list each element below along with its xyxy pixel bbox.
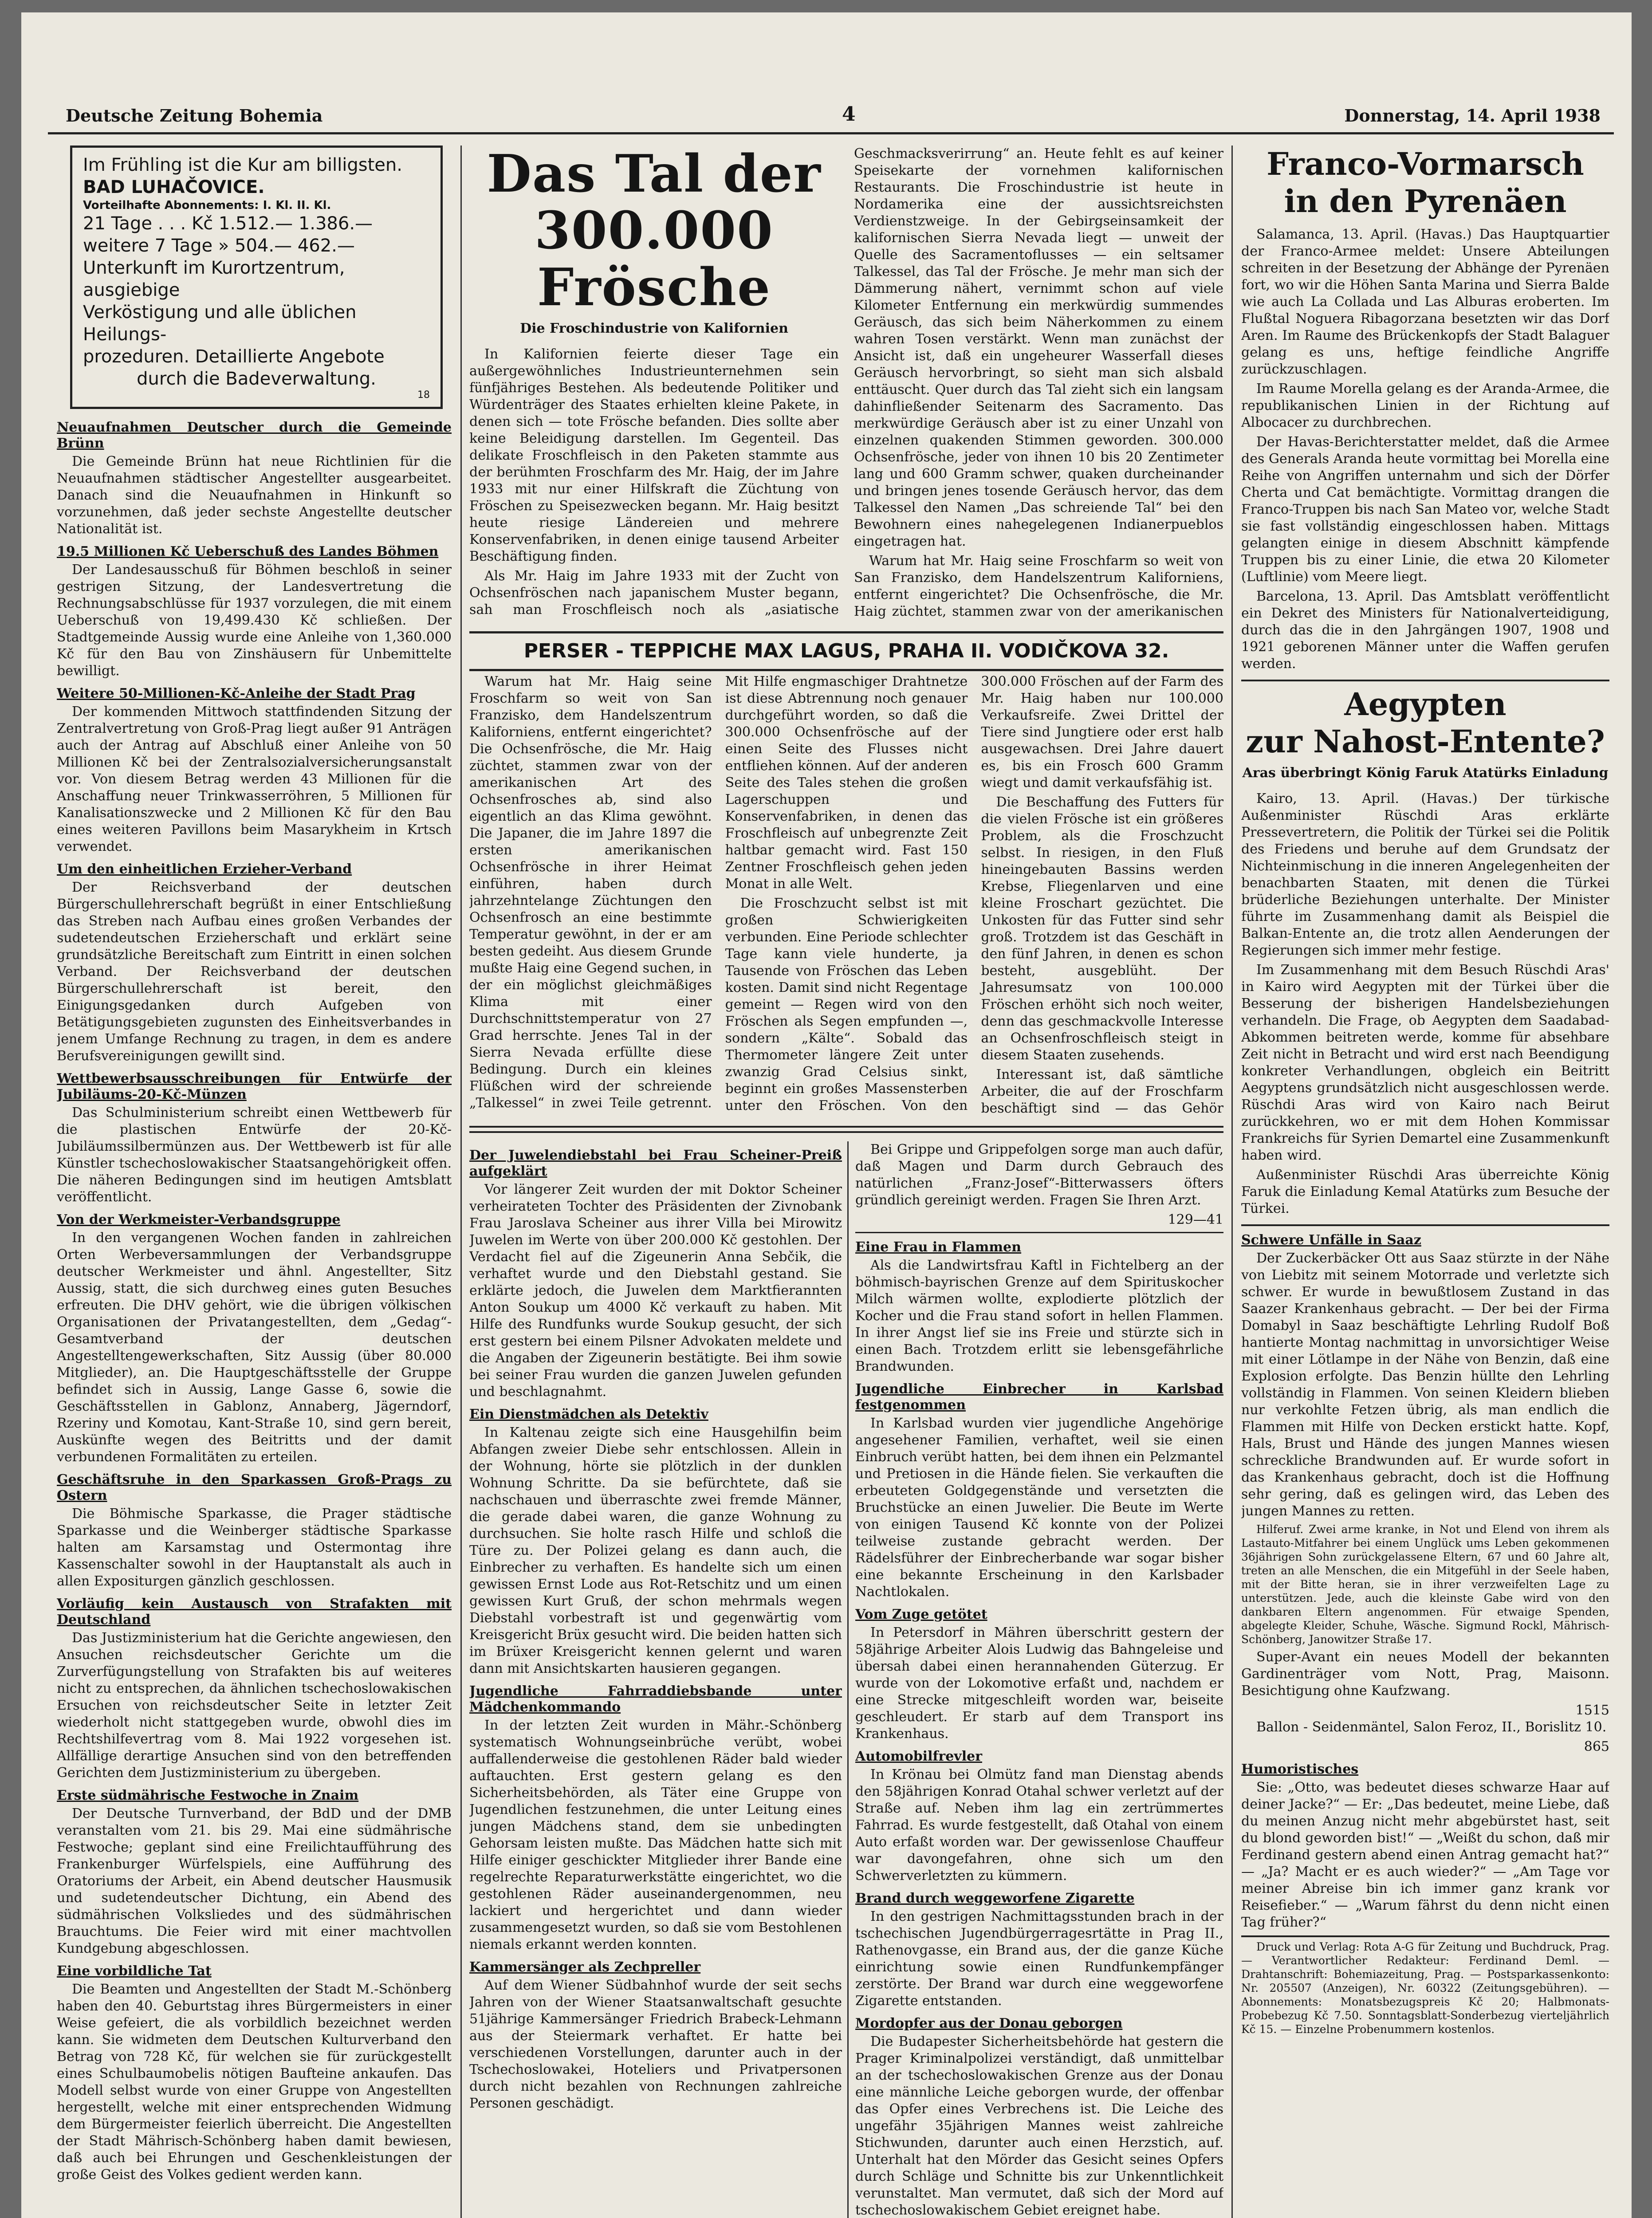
egypt-headline-2: zur Nahost-Entente? (1246, 723, 1605, 760)
col1-item (57, 686, 452, 855)
spa-ad-line: durch die Badeverwaltung. (137, 369, 376, 389)
spa-ad-line: prozeduren. Detaillierte Angebote (83, 346, 385, 367)
franco-headline: Franco-Vormarsch (1267, 146, 1584, 182)
news-body: Vor längerer Zeit wurden der mit Doktor Scheiner verheirateten Tochter des Präsidenten der Zivnobank Frau Jaroslava Scheiner aus ihrer Villa bei Mirowitz Juwelen im Werte von über 200.000 Kč gestohlen. Der Verdacht fiel auf die Zigeunerin Anna Sebčik, die verhaftet wurde und den Diebstahl gestand. Sie erklärte jedoch, die Juwelen dem Marktfierannten Anton Soukup um 4000 Kč verkauft zu haben. Mit Hilfe des Rundfunks wurde Soukup gesucht, der sich erst gestern bei einem Pilsner Advokaten meldete und die Angaben der Zigeunerin bestätigte. Bei ihm sowie bei seiner Frau wurden die ganzen Juwelen gefunden und beschlagnahmt. (469, 1182, 842, 1400)
frog-headline-2: Frösche (537, 257, 771, 318)
news-item (855, 1749, 1223, 1884)
col1-item-title: Neuaufnahmen Deutscher durch die Gemeinde Brünn (57, 420, 452, 451)
col1-item (57, 1788, 452, 1957)
news-title: Automobilfrevler (855, 1749, 982, 1764)
col1-item (57, 1963, 452, 2183)
egypt-headline: Aegypten (1344, 686, 1506, 723)
column-rule (847, 1141, 849, 2218)
news-body: In Petersdorf in Mähren überschritt gestern der 58jährige Arbeiter Alois Ludwig das Bahngeleise und übersah dabei einen herannahenden Güterzug. Er wurde von der Lokomotive erfaßt und, nachdem er eine Strecke mitgeschleift worden war, beiseite geschleudert. Er starb auf dem Transport ins Krankenhaus. (855, 1625, 1223, 1742)
divider (1241, 680, 1609, 681)
news-body: In Krönau bei Olmütz fand man Dienstag abends den 58jährigen Konrad Otahal schwer verletzt auf der Straße auf. Neben ihm lag ein zertrümmertes Fahrrad. Es wurde festgestellt, daß Otahal von einem Auto erfaßt worden war. Der gewissenlose Chauffeur war davongefahren, ohne sich um den Schwerverletzten zu kümmern. (855, 1767, 1223, 1884)
spa-advertisement (70, 146, 443, 409)
accidents-body: Der Zuckerbäcker Ott aus Saaz stürzte in der Nähe von Liebitz mit seinem Motorrade und verletzte sich schwer. Er wurde in bewußtlosem Zustand in das Saazer Krankenhaus gebracht. — Der bei der Firma Domabyl in Saaz beschäftigte Lehrling Rudolf Boß hantierte Montag nachmittag in unvorsichtiger Weise mit einer Lötlampe in der Nähe von Benzin, daß eine Explosion erfolgte. Das Benzin hüllte den Lehrling vollständig in Flammen. Von seinen Kleidern blieben nur verkohlte Fetzen übrig, als man endlich die Flammen mit Hilfe von Decken erstickt hatte. Kopf, Hals, Brust und Hände des jungen Mannes wiesen schreckliche Brandwunden auf. Er wurde sofort in das Krankenhaus gebracht, doch ist die Hoffnung sehr gering, daß es gelingen wird, das Leben des jungen Mannes zu retten. (1241, 1251, 1609, 1519)
frog-paragraph: Die Beschaffung des Futters für die vielen Frösche ist ein größeres Problem, als die Froschzucht selbst. In riesigen, in den Fluß hineingebauten Bassins werden Krebse, Fliegenlarven und eine kleine Froschart gezüchtet. Die Unkosten für das Futter sind sehr groß. Trotzdem ist das Geschäft in den fünf Jahren, in denen es schon besteht, ausgeblüht. Der Jahresumsatz von 100.000 Fröschen erhöht sich noch weiter, denn das geschmackvolle Interesse an Ochsenfroschfleisch steigt in diesem Staaten zusehends. (981, 794, 1223, 1063)
news-title: Jugendliche Einbrecher in Karlsbad festgenommen (855, 1381, 1223, 1413)
ad-ballon-code: 865 (1584, 1739, 1609, 1754)
news-title: Kammersänger als Zechpreller (469, 1959, 701, 1975)
frog-headline: Das Tal der 300.000 (487, 146, 822, 261)
column-3-news (855, 1141, 1223, 2218)
frog-paragraph: Interessant ist, daß sämtliche Arbeiter, die auf der Froschfarm beschäftigt sind — das Gehör (981, 1067, 1223, 1116)
column-rule (460, 146, 462, 2218)
col1-item (57, 420, 452, 538)
column-2-news (469, 1141, 842, 2218)
humor-title: Humoristisches (1241, 1762, 1359, 1777)
col1-item-body: Die Beamten und Angestellten der Stadt M.-Schönberg haben den 40. Geburtstag ihres Bürgermeisters in einer Weise gefeiert, die als vorbildlich bezeichnet werden kann. Sie widmeten dem Deutschen Kulturverband den Betrag von 728 Kč, für welchen sie für zurückgestellt eines Schulbaumobelis nötigen Baufteine ankaufen. Das Modell selbst wurde von einer Gruppe von Angestellten hergestellt, welche mit einer entsprechenden Widmung dem Bürgermeister feierlich überreicht. Die Angestellten der Stadt Mährisch-Schönberg haben damit bewiesen, daß auch bei Ehrungen und Geschenkleistungen der große Geist des Volkes gedient werden kann. (57, 1982, 452, 2183)
news-body: In den gestrigen Nachmittagsstunden brach in der tschechischen Jugendbürgerragesrtätte in Prag II., Rathenovgasse, ein Brand aus, der die ganze Küche einrichtung sowie einen Rundfunkempfänger zerstörte. Der Brand war durch eine weggeworfene Zigarette entstanden. (855, 1909, 1223, 2009)
col1-item-body: Das Justizministerium hat die Gerichte angewiesen, den Ansuchen reichsdeutscher Gerichte um die Zurverfügungstellung von Strafakten bis auf weiteres nicht zu entsprechen, da ähnlichen tschechoslowakischen Ersuchen von reichsdeutscher Seite in letzter Zeit wiederholt nicht stattgegeben wurde, obwohl dies im Rechtshilfevertrag vom 8. Mai 1922 vorgesehen ist. Allfällige derartige Ansuchen sind von den betreffenden Gerichten dem Justizministerium zu übergeben. (57, 1630, 452, 1781)
humor-body: Sie: „Otto, was bedeutet dieses schwarze Haar auf deiner Jacke?“ — Er: „Das bedeutet, meine Liebe, daß du meinen Anzug nicht mehr abgebürstet hast, seit du blond geworden bist!“ — „Weißt du schon, daß mir Ferdinand gestern abend einen Antrag gemacht hat?“ — „Ja? Macht er es auch wieder?“ — „Am Tage vor meiner Abreise bin ich immer ganz krank vor Reisefieber.“ — „Warum fährst du denn nicht einen Tag früher?“ (1241, 1780, 1609, 1930)
col1-item-body: In den vergangenen Wochen fanden in zahlreichen Orten Werbeversammlungen der Verbandsgruppe deutscher Werkmeister und ähnl. Angestellter, Sitz Aussig, statt, die sich durchweg eines guten Besuches erfreuten. Die DHV gehört, wie die übrigen völkischen Organisationen der Privatangestellten, dem „Gedag“-Gesamtverband der deutschen Angestelltengewerkschaften, Sitz Aussig (über 80.000 Mitglieder), an. Die Hauptgeschäftsstelle der Gruppe befindet sich in Aussig, Lange Gasse 6, sowie die Geschäftsstellen in Gablonz, Annaberg, Jägerndorf, Rzeriny und Komotau, Kant-Straße 10, sind gern bereit, Auskünfte wegen des Beitritts und der damit verbundenen Formalitäten zu erteilen. (57, 1230, 452, 1465)
news-body: Die Budapester Sicherheitsbehörde hat gestern die Prager Kriminalpolizei verständigt, daß unmittelbar an der tschechoslowakischen Grenze aus der Donau eine männliche Leiche geborgen wurde, der offenbar das Opfer eines Verbrechens ist. Die Leiche des ungefähr 35jährigen Mannes weist zahlreiche Stichwunden, darunter auch einen Herzstich, auf. Unterhalt hat den Mörder das Gesicht seines Opfers durch Schläge und Schnitte bis zur Unkenntlichkeit verunstaltet. Man vermutet, daß sich der Mord auf tschechoslowakischem Gebiet ereignet habe. (855, 2034, 1223, 2218)
col1-item (57, 1596, 452, 1781)
grippe-notice (855, 1141, 1223, 1233)
spa-ad-name: BAD LUHAČOVICE. (83, 177, 265, 197)
col1-item-title: Eine vorbildliche Tat (57, 1963, 212, 1979)
col1-item-title: Von der Werkmeister-Verbandsgruppe (57, 1212, 341, 1227)
franco-paragraph: Der Havas-Berichterstatter meldet, daß die Armee des Generals Aranda heute vormittag bei Morella eine Reihe von Angriffen unternahm und sich der Dörfer Cherta und Cat bemächtigte. Vormittag drangen die Franco-Truppen bis nach San Mateo vor, welche Stadt sie fast vollständig eingeschlossen haben. Mittags gelangten einige in diesem Abschnitt kämpfende Truppen bis zu einer Linie, die etwa 20 Kilometer (Luftlinie) vom Meere liegt. (1241, 434, 1609, 585)
news-title: Brand durch weggeworfene Zigarette (855, 1891, 1135, 1906)
col1-item-title: Geschäftsruhe in den Sparkassen Groß-Prags zu Ostern (57, 1472, 452, 1503)
news-item (855, 1381, 1223, 1601)
column-rule (1231, 146, 1233, 2218)
news-body: In der letzten Zeit wurden in Mähr.-Schönberg systematisch Wohnungseinbrüche verübt, wobei auffallenderweise die gestohlenen Räder bald wieder auftauchten. Erst gestern gelang es den Sicherheitsbehörden, als Täter eine Gruppe von Jugendlichen festzunehmen, die unter Leitung eines jungen Mädchens stand, dem sie unbedingten Gehorsam leisten mußte. Das Mädchen hatte sich mit Hilfe einiger geschickter Mitglieder ihrer Bande eine regelrechte Reparaturwerkstätte eingerichtet, wo die gestohlenen Räder auseinandergenommen, neu lackiert und hergerichtet und dann wieder zusammengesetzt wurden, so daß sie vom Bestohlenen niemals erkannt werden konnten. (469, 1718, 842, 1952)
news-body: In Karlsbad wurden vier jugendliche Angehörige angesehener Familien, verhaftet, weil sie einen Einbruch verübt hatten, bei dem ihnen ein Pelzmantel und Pretiosen in die Hände fielen. Sie verkauften die erbeuteten Goldgegenstände und versetzten die Bruchstücke an einen Juwelier. Die Beute im Werte von einigen Tausend Kč konnte von der Polizei teilweise zustande gebracht werden. Der Rädelsführer der Einbrecherbande war sogar bisher eine bekannte Erscheinung in den Karlsbader Nachtlokalen. (855, 1416, 1223, 1600)
frog-article (469, 146, 1223, 625)
col1-item-body: Der Deutsche Turnverband, der BdD und der DMB veranstalten vom 21. bis 29. Mai eine südmährische Festwoche; geplant sind eine Freilichtaufführung des Frankenburger Würfelspiels, eine Aufführung des Oratoriums der Arbeit, ein Abend deutscher Hausmusik und sudetendeutscher Dichtung, ein Abend des südmährischen Volksliedes und des südmährischen Brauchtums. Die Feier wird mit einer machtvollen Kundgebung abgeschlossen. (57, 1806, 452, 1956)
col1-item-title: 19.5 Millionen Kč Ueberschuß des Landes Böhmen (57, 544, 439, 559)
egypt-paragraph: Im Zusammenhang mit dem Besuch Rüschdi Aras' in Kairo wird Aegypten mit der Türkei über die Besserung der bisherigen Handelsbeziehungen verhandeln. Die Frage, ob Aegypten dem Saadabad-Abkommen beitreten werde, komme für absehbare Zeit nicht in Betracht und wird erst nach Beendigung konkreter Verhandlungen, obgleich ein Beitritt Aegyptens grundsätzlich nicht ausgeschlossen werde. Rüschdi Aras wird von Kairo nach Beirut zurückkehren, wo er mit dem Hohen Kommissar Frankreichs für Syrien Demartel eine Zusammenkunft haben wird. (1241, 962, 1609, 1163)
egypt-subhead: Aras überbringt König Faruk Atatürks Einladung (1242, 765, 1609, 781)
egypt-paragraph: Kairo, 13. April. (Havas.) Der türkische Außenminister Rüschdi Aras erklärte Pressevertretern, die Politik der Türkei sei die Politik des Friedens und beruhe auf dem Grundsatz der Nichteinmischung in die inneren Angelegenheiten der benachbarten Staaten, mit denen die Türkei brüderliche Beziehungen unterhalte. Der Minister führte im Zusammenhang damit als Beispiel die Balkan-Entente an, die trotz allen Aenderungen der Regierungen sich immer mehr festige. (1241, 791, 1609, 958)
news-body: Auf dem Wiener Südbahnhof wurde der seit sechs Jahren von der Wiener Staatsanwaltschaft gesuchte 51jährige Kammersänger Friedrich Brabeck-Lehmann aus der Steiermark verhaftet. Er hatte bei verschiedenen Vorstellungen, darunter auch in der Tschechoslowakei, Hoteliers und Privatpersonen durch nicht bezahlen von Rechnungen zahlreiche Personen geschädigt. (469, 1978, 842, 2111)
spa-ad-line: Unterkunft im Kurortzentrum, ausgiebige (83, 258, 345, 300)
col1-item-body: Der Reichsverband der deutschen Bürgerschullehrerschaft begrüßt in einer Entschließung das Streben nach Aufbau eines großen Verbandes der sudetendeutschen Erzieherschaft und erklärt seine grundsätzliche Bereitschaft zum Eintritt in einen solchen Verband. Der Reichsverband der deutschen Bürgerschullehrerschaft ist bereit, den Einigungsgedanken durch Aufgeben von Betätigungsgebieten zugunsten des Einheitsverbandes in jenem Umfange Rechnung zu tragen, in dem es andere Berufsvereinigungen gewillt sind. (57, 880, 452, 1064)
col1-item (57, 1212, 452, 1466)
col1-item (57, 1472, 452, 1590)
spa-ad-line: 21 Tage . . . Kč 1.512.— 1.386.— (83, 213, 373, 234)
franco-paragraph: Im Raume Morella gelang es der Aranda-Armee, die republikanischen Linien in der Richtung auf Albocacer zu durchbrechen. (1241, 381, 1609, 430)
ad-super: Super-Avant ein neues Modell der bekannten Gardinenträger vom Nott, Prag, Maisonn. Besichtigung ohne Kaufzwang. (1241, 1649, 1609, 1699)
franco-paragraph: Salamanca, 13. April. (Havas.) Das Hauptquartier der Franco-Armee meldet: Unsere Abteilungen schreiten in der Besetzung der Abhänge der Pyrenäen fort, wo wir die Höhen Santa Marina und Sierra Balde wie auch La Collada und Las Alburas eroberten. Im Flußtal Noguera Ribagorzana besetzten wir das Dorf Aren. Im Raume des Brückenkopfs der Stadt Balaguer gelang es uns, heftige feindliche Angriffe zurückzuschlagen. (1241, 227, 1609, 377)
col1-item-title: Wettbewerbsausschreibungen für Entwürfe der Jubiläums-20-Kč-Münzen (57, 1071, 452, 1102)
col1-item-body: Der kommenden Mittwoch stattfindenden Sitzung der Zentralvertretung von Groß-Prag liegt außer 91 Anträgen auch der Antrag auf Abschluß einer Anleihe von 50 Millionen Kč bei der Zentralsozialversicherungsanstalt vor. Von diesem Betrag werden 43 Millionen für die Anschaffung neuer Trinkwasserröhren, 5 Millionen für Kanalisationszwecke und 2 Millionen Kč für den Bau eines weiteren Pavillons beim Masarykheim in Krtsch verwendet. (57, 704, 452, 854)
frog-paragraph: Warum hat Mr. Haig seine Froschfarm so weit von San Franzisko, dem Handelszentrum Kaliforniens, entfernt eingerichtet? Die Ochsenfrösche, die Mr. Haig züchtet, stammen zwar von der amerikanischen (854, 553, 1223, 619)
news-title: Der Juwelendiebstahl bei Frau Scheiner-Preiß aufgeklärt (469, 1148, 842, 1179)
news-body: Als die Landwirtsfrau Kaftl in Fichtelberg an der böhmisch-bayrischen Grenze auf dem Spirituskocher Milch wärmen wollte, explodierte plötzlich der Kocher und die Frau stand sofort in hellen Flammen. In ihrer Angst lief sie ins Freie und stürzte sich in einen Bach. Trotzdem erlitt sie lebensgefährliche Brandwunden. (855, 1258, 1223, 1374)
section-rule (469, 1126, 1223, 1128)
news-title: Eine Frau in Flammen (855, 1239, 1022, 1255)
spa-ad-line: Im Frühling ist die Kur am billigsten. (83, 155, 402, 175)
col1-item-body: Die Böhmische Sparkasse, die Prager städtische Sparkasse und die Weinberger städtische Sparkasse halten am Karsamstag und Ostermontag ihre Kassenschalter sowohl in der Hauptanstalt als auch in allen Expositurgen gänzlich geschlossen. (57, 1506, 452, 1589)
col1-item (57, 1071, 452, 1206)
frog-paragraph: Warum hat Mr. Haig seine Froschfarm so weit von San Franzisko, dem Handelszentrum Kaliforniens, entfernt eingerichtet? Die Ochsenfrösche, die Mr. Haig züchtet, stammen zwar von der amerikanischen Art des Ochsenfrosches ab, sind also eigentlich an das Klima gewöhnt. Die Japaner, die im Jahre 1897 die ersten amerikanischen Ochsenfrösche in ihrer Heimat einführen, haben durch jahrzehntelange Züchtungen den Ochsenfrosch an eine bestimmte Temperatur gewöhnt, in der er am besten gedeiht. Aus diesem Grunde mußte Haig eine Gegend suchen, in der ein möglichst gleichmäßiges Klima mit einer Durchschnittstemperatur von 27 Grad herrschte. Jenes Tal in der Sierra Nevada erfüllte diese Bedingung. Durch ein kleines Flüßchen wird der schreiende „Talkessel“ in zwei Teile getrennt. Mit Hilfe engmaschiger Drahtnetze ist diese Abtrennung noch genauer durchgeführt worden, so daß die 300.000 Ochsenfrösche auf der einen Seite des Flusses nicht entfliehen können. Auf der anderen Seite des Tales stehen die großen Lagerschuppen und Konservenfabriken, in denen das Froschfleisch auf unbegrenzte Zeit haltbar gemacht wird. Fast 150 Zentner Froschfleisch gehen jeden Monat in alle Welt. (469, 674, 968, 1111)
news-body: In Kaltenau zeigte sich eine Hausgehilfin beim Abfangen zweier Diebe sehr entschlossen. Allein in der Wohnung, hörte sie plötzlich in der dunklen Wohnung Schritte. Da sie befürchtete, daß sie nachschauen und überraschte zwei fremde Männer, die gerade dabei waren, die ganze Wohnung zu durchsuchen. Sie holte rasch Hilfe und schloß die Türe zu. Der Polizei gelang es dann auch, die Einbrecher zu verhaften. Es handelte sich um einen gewissen Ernst Lode aus Rot-Retschitz und um einen gewissen Kurt Gruß, der schon mehrmals wegen Diebstahl vorbestraft ist und gegenwärtig vom Kreisgericht Brüx gesucht wird. Die beiden hatten sich im Brüxer Kreisgericht kennen gelernt und waren dann mit Ansichtskarten hausieren gegangen. (469, 1425, 842, 1676)
masthead-title: Deutsche Zeitung Bohemia (66, 106, 323, 126)
news-title: Ein Dienstmädchen als Detektiv (469, 1407, 708, 1422)
page-header (48, 97, 1614, 134)
news-title: Vom Zuge getötet (855, 1607, 987, 1622)
section-rule (469, 1131, 1223, 1133)
col1-item-title: Erste südmährische Festwoche in Znaim (57, 1788, 359, 1803)
frog-paragraph: Die Froschzucht selbst ist mit großen Schwierigkeiten verbunden. Eine Periode schlechter Tage kann viele hunderte, ja Tausende von Fröschen das Leben kosten. Damit sind nicht Regentage gemeint — Regen wird von den Fröschen als Segen empfunden —, sondern „Kälte“. Sobald das Thermometer längere Zeit unter zwanzig Grad Celsius sinkt, beginnt ein großes Massensterben unter den Fröschen. Von den 300.000 Fröschen auf der Farm des Mr. Haig haben nur 100.000 Verkaufsreife. Zwei Drittel der Tiere sind Jungtiere oder erst halb ausgewachsen. Drei Jahre dauert es, bis ein Frosch 600 Gramm wiegt und damit verkaufsfähig ist. (725, 674, 1223, 1113)
franco-paragraph: Barcelona, 13. April. Das Amtsblatt veröffentlicht ein Dekret des Ministers für Nationalverteidigung, durch das die in den Jahrgängen 1907, 1908 und 1921 geborenen Männer unter die Waffen gerufen werden. (1241, 589, 1609, 672)
column-4 (1241, 146, 1609, 2218)
egypt-paragraph: Außenminister Rüschdi Aras überreichte König Faruk die Einladung Kemal Atatürks zum Besuche der Türkei. (1241, 1167, 1609, 1216)
accidents-title: Schwere Unfälle in Saaz (1241, 1232, 1421, 1248)
news-title: Jugendliche Fahrraddiebsbande unter Mädchenkommando (469, 1683, 842, 1715)
grippe-text: Bei Grippe und Grippefolgen sorge man auch dafür, daß Magen und Darm durch Gebrauch des natürlichen „Franz-Josef“-Bitterwassers öfters gründlich gereinigt werden. Fragen Sie Ihren Arzt. (855, 1142, 1223, 1208)
col1-item-title: Weitere 50-Millionen-Kč-Anleihe der Stadt Prag (57, 686, 416, 701)
news-item (855, 2016, 1223, 2218)
news-item (855, 1239, 1223, 1375)
divider (1241, 1224, 1609, 1226)
news-item (855, 1607, 1223, 1742)
col1-item-body: Das Schulministerium schreibt einen Wettbewerb für die plastischen Entwürfe der 20-Kč-Jubiläumssilbermünzen aus. Der Wettbewerb ist für alle Künstler tschechoslowakischer Staatsangehörigkeit offen. Die näheren Bedingungen sind im heutigen Amtsblatt veröffentlicht. (57, 1105, 452, 1205)
divider (1241, 1935, 1609, 1937)
spa-ad-code: 18 (417, 389, 430, 401)
spa-ad-line: weitere 7 Tage » 504.— 462.— (83, 236, 355, 256)
page-number: 4 (842, 103, 856, 126)
ad-ballon: Ballon - Seidenmäntel, Salon Feroz, II., Borislitz 10. (1256, 1719, 1607, 1735)
frog-paragraph: Als Mr. Haig im Jahre 1933 mit der Zucht von Ochsenfröschen nach japanischem Muster begann, sah man Froschfleisch noch als „asiatische Geschmacksverirrung“ an. Heute fehlt es auf keiner Speisekarte der vornehmen kalifornischen Restaurants. Die Froschindustrie ist heute in Nordamerika eine der aussichtsreichsten Verdienstzweige. In der Gebirgseinsamkeit der kalifornischen Sierra Nevada liegt — unweit der Quelle des Sacramentoflusses — ein seltsamer Talkessel, das Tal der Frösche. Je mehr man sich der Dämmerung nähert, vernimmt schon auf viele Kilometer Entfernung ein merkwürdig summendes Geräusch, das sich beim Näherkommen zu einem wahren Tosen verstärkt. Wenn man zunächst der Ansicht ist, daß ein ungeheurer Wasserfall dieses Geräusch hervorbringt, so sieht man sich alsbald enttäuscht. Quer durch das Tal zieht sich ein langsam dahinfließender Seitenarm des Sacramento. Das merkwürdige Geräusch aber ist zu einer Unzahl von einzelnen quakenden Stimmen geworden. 300.000 Ochsenfrösche, jeder von ihnen 10 bis 20 Zentimeter lang und 600 Gramm schwer, quaken durcheinander und bringen jenes tosende Geräusch hervor, das dem Talkessel den Namen „Das schreiende Tal“ bei den Bewohnern eines nahegelegenen Indianerpueblos eingetragen hat. (469, 146, 1223, 617)
carpet-advertisement: PERSER - TEPPICHE MAX LAGUS, PRAHA II. VODIČKOVA 32. (469, 631, 1223, 671)
franco-headline-2: in den Pyrenäen (1284, 183, 1567, 220)
spa-ad-line: Verköstigung und alle üblichen Heilungs- (83, 302, 357, 345)
frog-subhead: Die Froschindustrie von Kalifornien (520, 321, 788, 336)
news-item (469, 1959, 842, 2112)
spa-ad-line: Vorteilhafte Abonnements: I. Kl. II. Kl. (83, 199, 331, 212)
grippe-code: 129—41 (1168, 1212, 1223, 1227)
newspaper-page (21, 12, 1632, 2218)
col1-item (57, 544, 452, 680)
col1-item-body: Die Gemeinde Brünn hat neue Richtlinien für die Neuaufnahmen städtischer Angestellter ausgearbeitet. Danach sind die Neuaufnahmen in Hinkunft so vorzunehmen, daß jeder sechste Angestellte deutscher Nationalität ist. (57, 454, 452, 537)
charity-notice: Hilferuf. Zwei arme kranke, in Not und Elend von ihrem als Lastauto-Mitfahrer bei einem Unglück ums Leben gekommenen 36jährigen Sohn zurückgelassene Eltern, 67 und 60 Jahre alt, treten an alle Menschen, die ein Mitgefühl in der Seele haben, mit der Bitte heran, sie in ihrer verzweifelten Lage zu unterstützen. Jede, auch die kleinste Gabe wird von den dankbaren Eltern angenommen. Für etwaige Spenden, abgelegte Kleider, Schuhe, Wäsche. Sigmund Rockl, Mährisch-Schönberg, Janowitzer Straße 17. (1241, 1523, 1609, 1646)
imprint: Druck und Verlag: Rota A-G für Zeitung und Buchdruck, Prag. — Verantwortlicher Redakteur: Ferdinand Deml. — Drahtanschrift: Bohemiazeitung, Prag. — Postsparkassenkonto: Nr. 205507 (Anzeigen), Nr. 60322 (Zeitungsgebühren). — Abonnements: Monatsbezugspreis Kč 20; Halbmonats-Probebezug Kč 7.50. Sonntagsblatt-Sonderbezug vierteljährlich Kč 15. — Einzelne Probenummern kostenlos. (1241, 1940, 1609, 2036)
column-1 (57, 146, 452, 2218)
frog-paragraph: In Kalifornien feierte dieser Tage ein außergewöhnliches Industrieunternehmen sein fünfjähriges Bestehen. Als bedeutende Politiker und Würdenträger des Staates erhielten kleine Pakete, in denen sich — tote Frösche befanden. Dies sollte aber keine Beleidigung darstellen. Im Gegenteil. Das delikate Froschfleisch in den Paketen stammte aus der berühmten Froschfarm des Mr. Haig, der im Jahre 1933 mit nur einer Hilfskraft die Züchtung von Fröschen zu Speisezwecken begann. Mr. Haig besitzt heute riesige Ländereien und mehrere Konservenfabriken, in denen einige tausend Arbeiter Beschäftigung finden. (469, 346, 839, 564)
news-item (855, 1891, 1223, 2010)
col1-item-title: Vorläufig kein Austausch von Strafakten mit Deutschland (57, 1596, 452, 1628)
col1-item-title: Um den einheitlichen Erzieher-Verband (57, 861, 352, 877)
col1-item-body: Der Landesausschuß für Böhmen beschloß in seiner gestrigen Sitzung, der Landesvertretung die Rechnungsabschlüsse für 1937 vorzulegen, die mit einem Ueberschuß von 19,499.430 Kč schließen. Der Stadtgemeinde Aussig wurde eine Anleihe von 1,360.000 Kč für den Bau von Zinshäusern für Unbemittelte bewilligt. (57, 562, 452, 679)
news-item (469, 1683, 842, 1953)
news-item (469, 1407, 842, 1677)
col1-item (57, 861, 452, 1065)
ad-super-code: 1515 (1575, 1703, 1609, 1718)
news-title: Mordopfer aus der Donau geborgen (855, 2016, 1123, 2031)
issue-date: Donnerstag, 14. April 1938 (1344, 106, 1601, 126)
news-item (469, 1148, 842, 1400)
frog-article-continued (469, 673, 1223, 1117)
